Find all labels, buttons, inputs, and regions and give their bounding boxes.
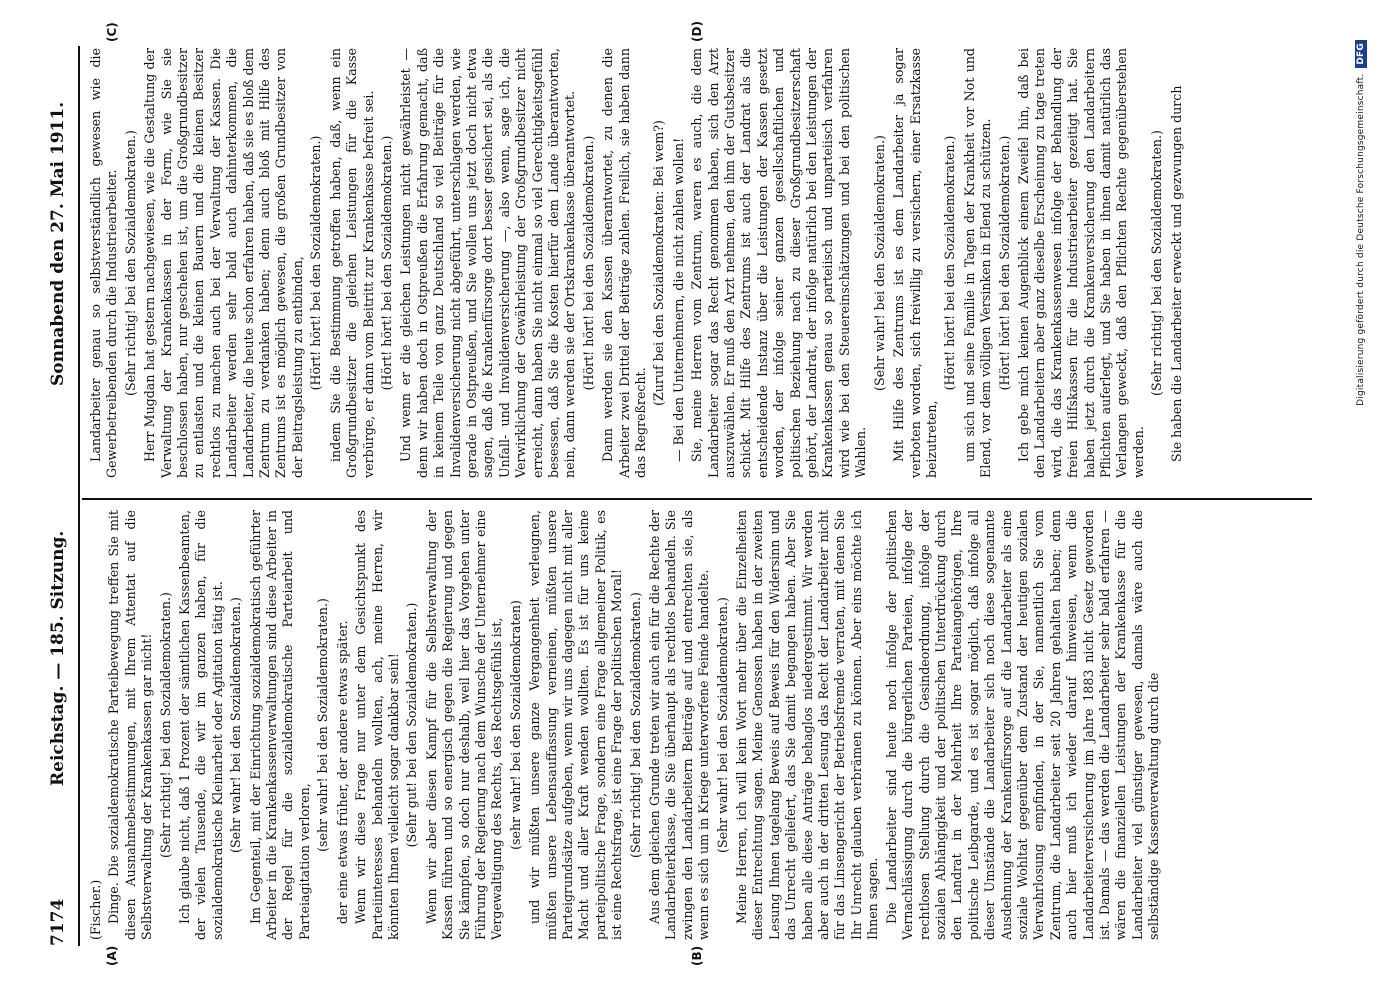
- paragraph: Wenn wir diese Frage nur unter dem Gesichtspunkt des Parteiinteresses behandeln wollten, ach, meine Herren, wir könnten Ihnen vielleicht sogar dankbar sein!: [353, 510, 401, 940]
- interjection: (Zuruf bei den Sozialdemokraten: Bei wem?): [651, 120, 667, 406]
- interjection: (Sehr gut! bei den Sozialdemokraten.): [404, 602, 420, 848]
- paragraph: Aus dem gleichen Grunde treten wir auch ein für die Rechte der Landarbeiterklasse, die Sie überhaupt als rechtlos behandeln. Sie zwingen den Landarbeitern Beiträge auf und entrechten sie, als wenn es sich um in Kriege unterworfene Feinde handelte.: [647, 510, 712, 940]
- margin-mark-c: (C): [105, 22, 119, 42]
- paragraph: — Bei den Unternehmern, die nicht zahlen wollen!: [670, 137, 686, 462]
- header-date: Sonnabend den 27. Mai 1911.: [48, 101, 68, 386]
- digitization-credit: Digitalisierung gefördert durch die Deutsche Forschungsgemeinschaft.: [1356, 73, 1366, 406]
- paragraph: Wenn wir aber diesen Kampf für die Selbstverwaltung der Kassen führen und so energisch gegen die Regierung und gegen Sie kämpfen, so doch nur deshalb, weil hier das Vorgehen unter Führung der Regierung nach dem Wunsche der Unternehmer eine Vergewaltigung des Rechts, des Rechtsgefühls ist,: [423, 510, 505, 940]
- margin-mark-d: (D): [690, 21, 704, 42]
- margin-mark-a: (A): [105, 945, 119, 966]
- interjection: (Hört! hört! bei den Sozialdemokraten.): [942, 135, 958, 391]
- interjection: (Sehr wahr! bei den Sozialdemokraten.): [871, 135, 887, 391]
- paragraph: und wir müßten unsere ganze Vergangenheit verleugnen, müßten unsere Lebensauffassung verneinen, müßten unsere Parteigrundsätze aufgeben, wenn wir uns dagegen nicht mit aller Macht und aller Kraft wenden wollten. Es ist für uns keine parteipolitische Frage, sondern eine Frage allgemeiner Politik, es ist eine Rechtsfrage, ist eine Frage der politischen Moral!: [527, 510, 625, 940]
- paragraph: Sie, meine Herren vom Zentrum, waren es auch, die dem Landarbeiter sogar das Recht genommen haben, sich den Arzt auszuwählen. Er muß den Arzt nehmen, den ihm der Gutsbesitzer schickt. Mit Hilfe des Zentrums ist auch der Landrat als die entscheidende Instanz über die Leistungen der Kassen gesetzt worden, der infolge seiner ganzen gesellschaftlichen und politischen Beziehung nach zu dieser Großgrundbesitzerschaft gehört, der Landrat, der infolge natürlich bei den Leistungen der Krankenkassen genau so parteiisch und unparteiisch verfahren wird wie bei den Steuereinschätzungen und bei den politischen Wahlen.: [689, 48, 869, 478]
- speaker-name: (Fischer.): [88, 879, 103, 940]
- paragraph: um sich und seine Familie in Tagen der Krankheit vor Not und Elend, vor dem völligen Versinken in Elend zu schützen.: [961, 48, 994, 478]
- paragraph: indem Sie die Bestimmung getroffen haben, daß, wenn ein Großgrundbesitzer die gleichen Leistungen für die Kasse verbürge, er dann vom Beitritt zur Krankenkasse befreit sei.: [327, 48, 376, 478]
- left-text-column: [88, 510, 1308, 940]
- paragraph: Ich glaube nicht, daß 1 Prozent der sämtlichen Kassenbeamten, der vielen Tausende, die wir im ganzen haben, für die sozialdemokratische Kleinarbeit oder Agitation tätig ist.: [177, 510, 225, 940]
- margin-mark-b: (B): [690, 945, 704, 966]
- interjection: (Hört! hört! bei den Sozialdemokraten.): [378, 135, 394, 391]
- interjection: (Hört! hört! bei den Sozialdemokraten.): [308, 135, 324, 391]
- interjection: (Hört! hört! bei den Sozialdemokraten.): [580, 135, 596, 391]
- column-divider: [82, 498, 1312, 500]
- interjection: (Sehr wahr! bei den Sozialdemokraten.): [228, 597, 244, 853]
- interjection: (Sehr richtig! bei den Sozialdemokraten.): [122, 130, 138, 396]
- page-header: [40, 46, 76, 946]
- right-text-column: [88, 48, 1308, 478]
- paragraph: Landarbeiter genau so selbstverständlich gewesen wie die Gewerbetreibenden durch die Industriearbeiter.: [88, 48, 120, 478]
- paragraph: der eine etwas früher, der andere etwas später.: [334, 620, 350, 924]
- interjection: (sehr wahr! bei den Sozialdemokraten.): [315, 598, 331, 852]
- interjection: (Sehr wahr! bei den Sozialdemokraten.): [714, 597, 730, 853]
- paragraph: Ich gebe mich keinen Augenblick einem Zweifel hin, daß bei den Landarbeitern aber ganz dieselbe Erscheinung zu tage treten wird, die das Krankenkassenwesen infolge der Behandlung der freien Hilfskassen für die Industriearbeiter gezeitigt hat. Sie haben jetzt durch die Krankenversicherung den Landarbeitern Pflichten auferlegt, und Sie haben in ihnen damit natürlich das Verlangen geweckt, daß den Pflichten Rechte gegenüberstehen werden.: [1015, 48, 1146, 478]
- interjection: (Sehr richtig! bei den Sozialdemokraten.): [157, 592, 173, 858]
- header-rule: [78, 46, 80, 946]
- paragraph: Und wenn er die gleichen Leistungen nicht gewährleistet — denn wir haben doch in Ostpreußen die Erfahrung gemacht, daß in keinem Teile von ganz Deutschland so viel Beiträge für die Invalidenversicherung nicht abgeführt, unterschlagen werden, wie gerade in Ostpreußen, und Sie wollen uns jetzt doch nicht etwa sagen, daß die Krankenfürsorge dort besser gesichert sei, als die Unfall- und Invalidenversicherung —, also wenn, sage ich, die Verwirklichung der Gewährleistung der Großgrundbesitzer nicht erreicht, dann haben Sie nicht einmal so viel Gerechtigkeitsgefühl besessen, daß Sie die Kosten hierfür dem Lande überantworten, nein, dann werden sie der Ortskrankenkasse überantwortet.: [398, 48, 578, 478]
- paragraph: Die Landarbeiter sind heute noch infolge der politischen Vernachlässigung durch die bürgerlichen Parteien, infolge der rechtlosen Stellung durch die Gesindeordnung, infolge der sozialen Abhängigkeit und der politischen Unterdrückung durch den Landrat in der Mehrheit Ihre Parteiangehörigen, Ihre politische Leibgarde, und es ist sogar möglich, daß infolge all dieser Umstände die Landarbeiter sich noch diese sogenannte Ausdehnung der Krankenfürsorge auf die Landarbeiter als eine soziale Wohltat gegenüber dem Zustand der heutigen sozialen Verwahrlosung empfinden, in der Sie, namentlich Sie vom Zentrum, die Landarbeiter seit 20 Jahren gehalten haben; denn auch hier muß ich wieder darauf hinweisen, wenn die Landarbeiterversicherung im Jahre 1883 nicht Gesetz geworden ist. Damals — das werden die Landarbeiter sehr bald erfahren — wären die finanziellen Leistungen der Krankenkasse für die Landarbeiter viel günstiger gewesen, damals wäre auch die selbständige Kassenverwaltung durch die: [883, 510, 1162, 940]
- interjection: (Sehr richtig! bei den Sozialdemokraten.): [1149, 130, 1165, 396]
- paragraph: Dann werden sie den Kassen überantwortet, zu denen die Arbeiter zwei Drittel der Beiträge zahlen. Freilich, sie haben dann das Regreßrecht.: [600, 48, 648, 478]
- paragraph: Im Gegenteil, mit der Einrichtung sozialdemokratisch geführter Arbeiter in die Krankenkassenverwaltungen sind diese Arbeiter in der Regel für die sozialdemokratische Parteiarbeit und Parteiagitation verloren,: [247, 510, 312, 940]
- page-number: 7174: [48, 898, 68, 946]
- header-session-title: Reichstag. — 185. Sitzung.: [48, 530, 68, 786]
- paragraph: Dinge. Die sozialdemokratische Parteibewegung treffen Sie mit diesen Ausnahmebestimmungen, mit Ihrem Attentat auf die Selbstverwaltung der Krankenkassen gar nicht!: [106, 510, 155, 940]
- dfg-logo: DFG: [1355, 40, 1367, 68]
- paragraph: Mit Hilfe des Zentrums ist es dem Landarbeiter ja sogar verboten worden, sich freiwillig zu versichern, einer Ersatzkasse beizutreten,: [891, 48, 939, 478]
- interjection: (sehr wahr! bei den Sozialdemokraten): [507, 600, 523, 850]
- page-footer: [1355, 40, 1367, 960]
- paragraph: Meine Herren, ich will kein Wort mehr über die Einzelheiten dieser Entrechtung sagen. Meine Genossen haben in der zweiten Lesung Ihnen tagelang Beweis auf Beweis für den Widersinn und das Unrecht geliefert, das Sie damit begangen haben. Aber Sie haben alle diese Anträge behaglos niedergestimmt. Wir werden aber auch in der dritten Lesung das Recht der Landarbeiter nicht für das Linsengericht der Betriebsfremde verraten, mit denen Sie Ihr Unrecht glauben verbrämen zu können. Aber eins möchte ich Ihnen sagen.: [734, 510, 881, 940]
- paragraph: Sie haben die Landarbeiter erweckt und gezwungen durch: [1168, 85, 1184, 462]
- interjection: (Sehr richtig! bei den Sozialdemokraten.): [627, 592, 643, 858]
- interjection: (Hört! hört! bei den Sozialdemokraten.): [996, 135, 1012, 391]
- paragraph: Herr Mugdan hat gestern nachgewiesen, wie die Gestaltung der Verwaltung der Krankenkassen in der Form, wie Sie sie beschlossen haben, nur geschehen ist, um die Großgrundbesitzer zu entlasten und die kleinen Bauern und die kleinen Besitzer rechtlos zu machen auch bei der Verwaltung der Kassen. Die Landarbeiter werden sehr bald auch dahinterkommen, die Landarbeiter, die heute schon erfahren haben, daß sie es bloß dem Zentrum zu verdanken haben; denn auch bloß mit Hilfe des Zentrums ist es möglich gewesen, die großen Grundbesitzer von der Beitragsleistung zu entbinden,: [142, 48, 305, 478]
